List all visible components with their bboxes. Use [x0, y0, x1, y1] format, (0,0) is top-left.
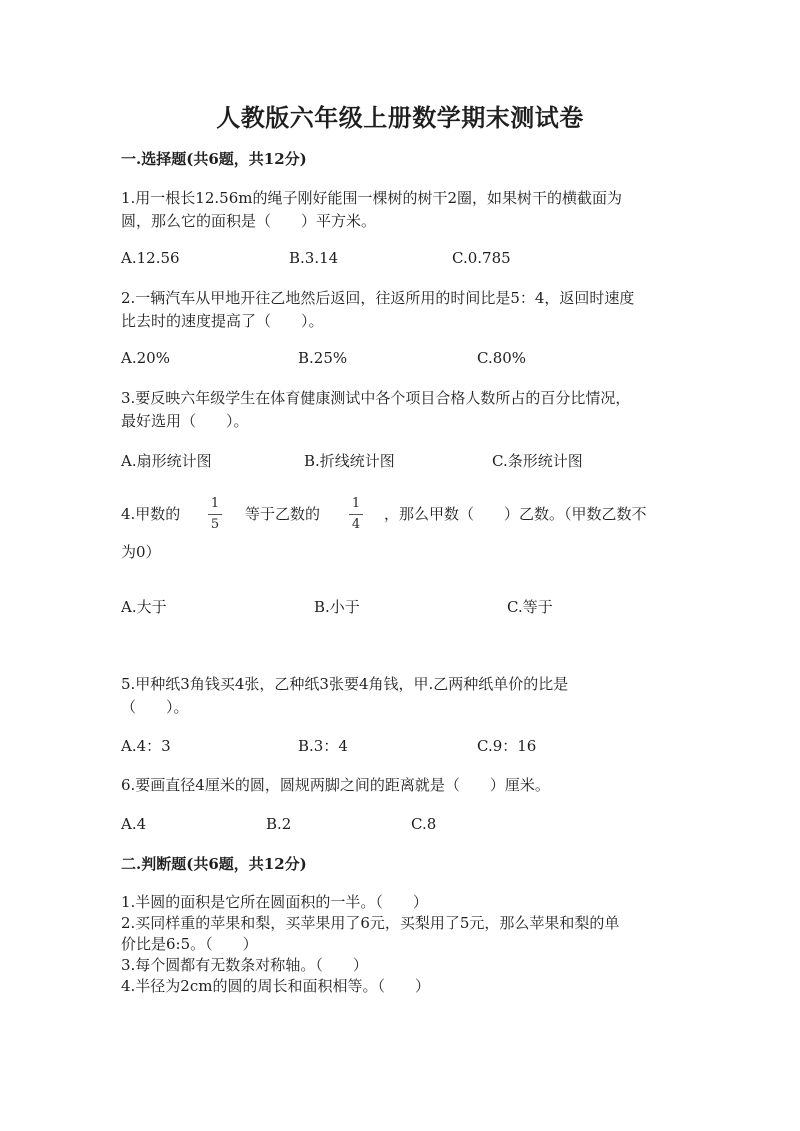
question-5-line-2: （ ）。 — [121, 698, 189, 716]
fraction-1-bar — [208, 514, 222, 515]
question-2-option-b: B.25% — [298, 349, 348, 367]
judgement-item-2-line-1: 2.买同样重的苹果和梨，买苹果用了6元，买梨用了5元，那么苹果和梨的单 — [121, 914, 620, 932]
question-4-option-a: A.大于 — [121, 598, 167, 616]
question-2-option-a: A.20% — [121, 349, 170, 367]
question-2-line-1: 2.一辆汽车从甲地开往乙地然后返回，往返所用的时间比是5：4，返回时速度 — [121, 289, 635, 307]
question-1-line-1: 1.用一根长12.56m的绳子刚好能围一棵树的树干2圈，如果树干的横截面为 — [121, 189, 623, 207]
fraction-1-numerator: 1 — [210, 496, 220, 511]
question-5-line-1: 5.甲种纸3角钱买4张，乙种纸3张要4角钱，甲.乙两种纸单价的比是 — [121, 675, 569, 693]
fraction-one-fifth — [208, 497, 222, 532]
question-4-part-3: ，那么甲数（ ）乙数。（甲数乙数不 — [384, 505, 647, 523]
question-5-option-c: C.9：16 — [477, 737, 537, 755]
question-4-part-1: 4.甲数的 — [121, 505, 181, 523]
question-4-line-2: 为0） — [121, 543, 161, 561]
question-5-option-a: A.4：3 — [121, 737, 171, 755]
question-3-option-c: C.条形统计图 — [492, 452, 583, 470]
question-5-option-b: B.3：4 — [298, 737, 348, 755]
fraction-one-fourth — [349, 497, 363, 532]
question-6-option-c: C.8 — [411, 815, 437, 833]
question-1-option-c: C.0.785 — [452, 249, 511, 267]
section-heading-judgement: 二.判断题(共6题，共12分) — [121, 855, 307, 873]
fraction-2-bar — [349, 514, 363, 515]
question-3-line-1: 3.要反映六年级学生在体育健康测试中各个项目合格人数所占的百分比情况， — [121, 389, 631, 407]
section-heading-choice: 一.选择题(共6题，共12分) — [121, 150, 307, 168]
question-1-option-b: B.3.14 — [289, 249, 339, 267]
judgement-item-1: 1.半圆的面积是它所在圆面积的一半。（ ） — [121, 893, 428, 911]
question-6-option-a: A.4 — [121, 815, 147, 833]
question-4-part-2: 等于乙数的 — [245, 505, 321, 523]
judgement-item-4: 4.半径为2cm的圆的周长和面积相等。（ ） — [121, 977, 430, 995]
question-2-option-c: C.80% — [477, 349, 527, 367]
question-2-line-2: 比去时的速度提高了（ ）。 — [121, 312, 324, 330]
fraction-2-numerator: 1 — [351, 496, 361, 511]
question-6-line-1: 6.要画直径4厘米的圆，圆规两脚之间的距离就是（ ）厘米。 — [121, 776, 550, 794]
question-4-option-c: C.等于 — [507, 598, 553, 616]
question-1-option-a: A.12.56 — [121, 249, 180, 267]
question-6-option-b: B.2 — [266, 815, 292, 833]
fraction-1-denominator: 5 — [210, 517, 220, 532]
fraction-2-denominator: 4 — [351, 517, 361, 532]
question-3-option-b: B.折线统计图 — [304, 452, 395, 470]
question-3-line-2: 最好选用（ ）。 — [121, 412, 249, 430]
judgement-item-3: 3.每个圆都有无数条对称轴。（ ） — [121, 956, 368, 974]
question-1-line-2: 圆，那么它的面积是（ ）平方米。 — [121, 212, 377, 230]
question-4-option-b: B.小于 — [314, 598, 360, 616]
question-3-option-a: A.扇形统计图 — [121, 452, 212, 470]
judgement-item-2-line-2: 价比是6:5。（ ） — [121, 935, 258, 953]
page-title: 人教版六年级上册数学期末测试卷 — [216, 103, 584, 132]
